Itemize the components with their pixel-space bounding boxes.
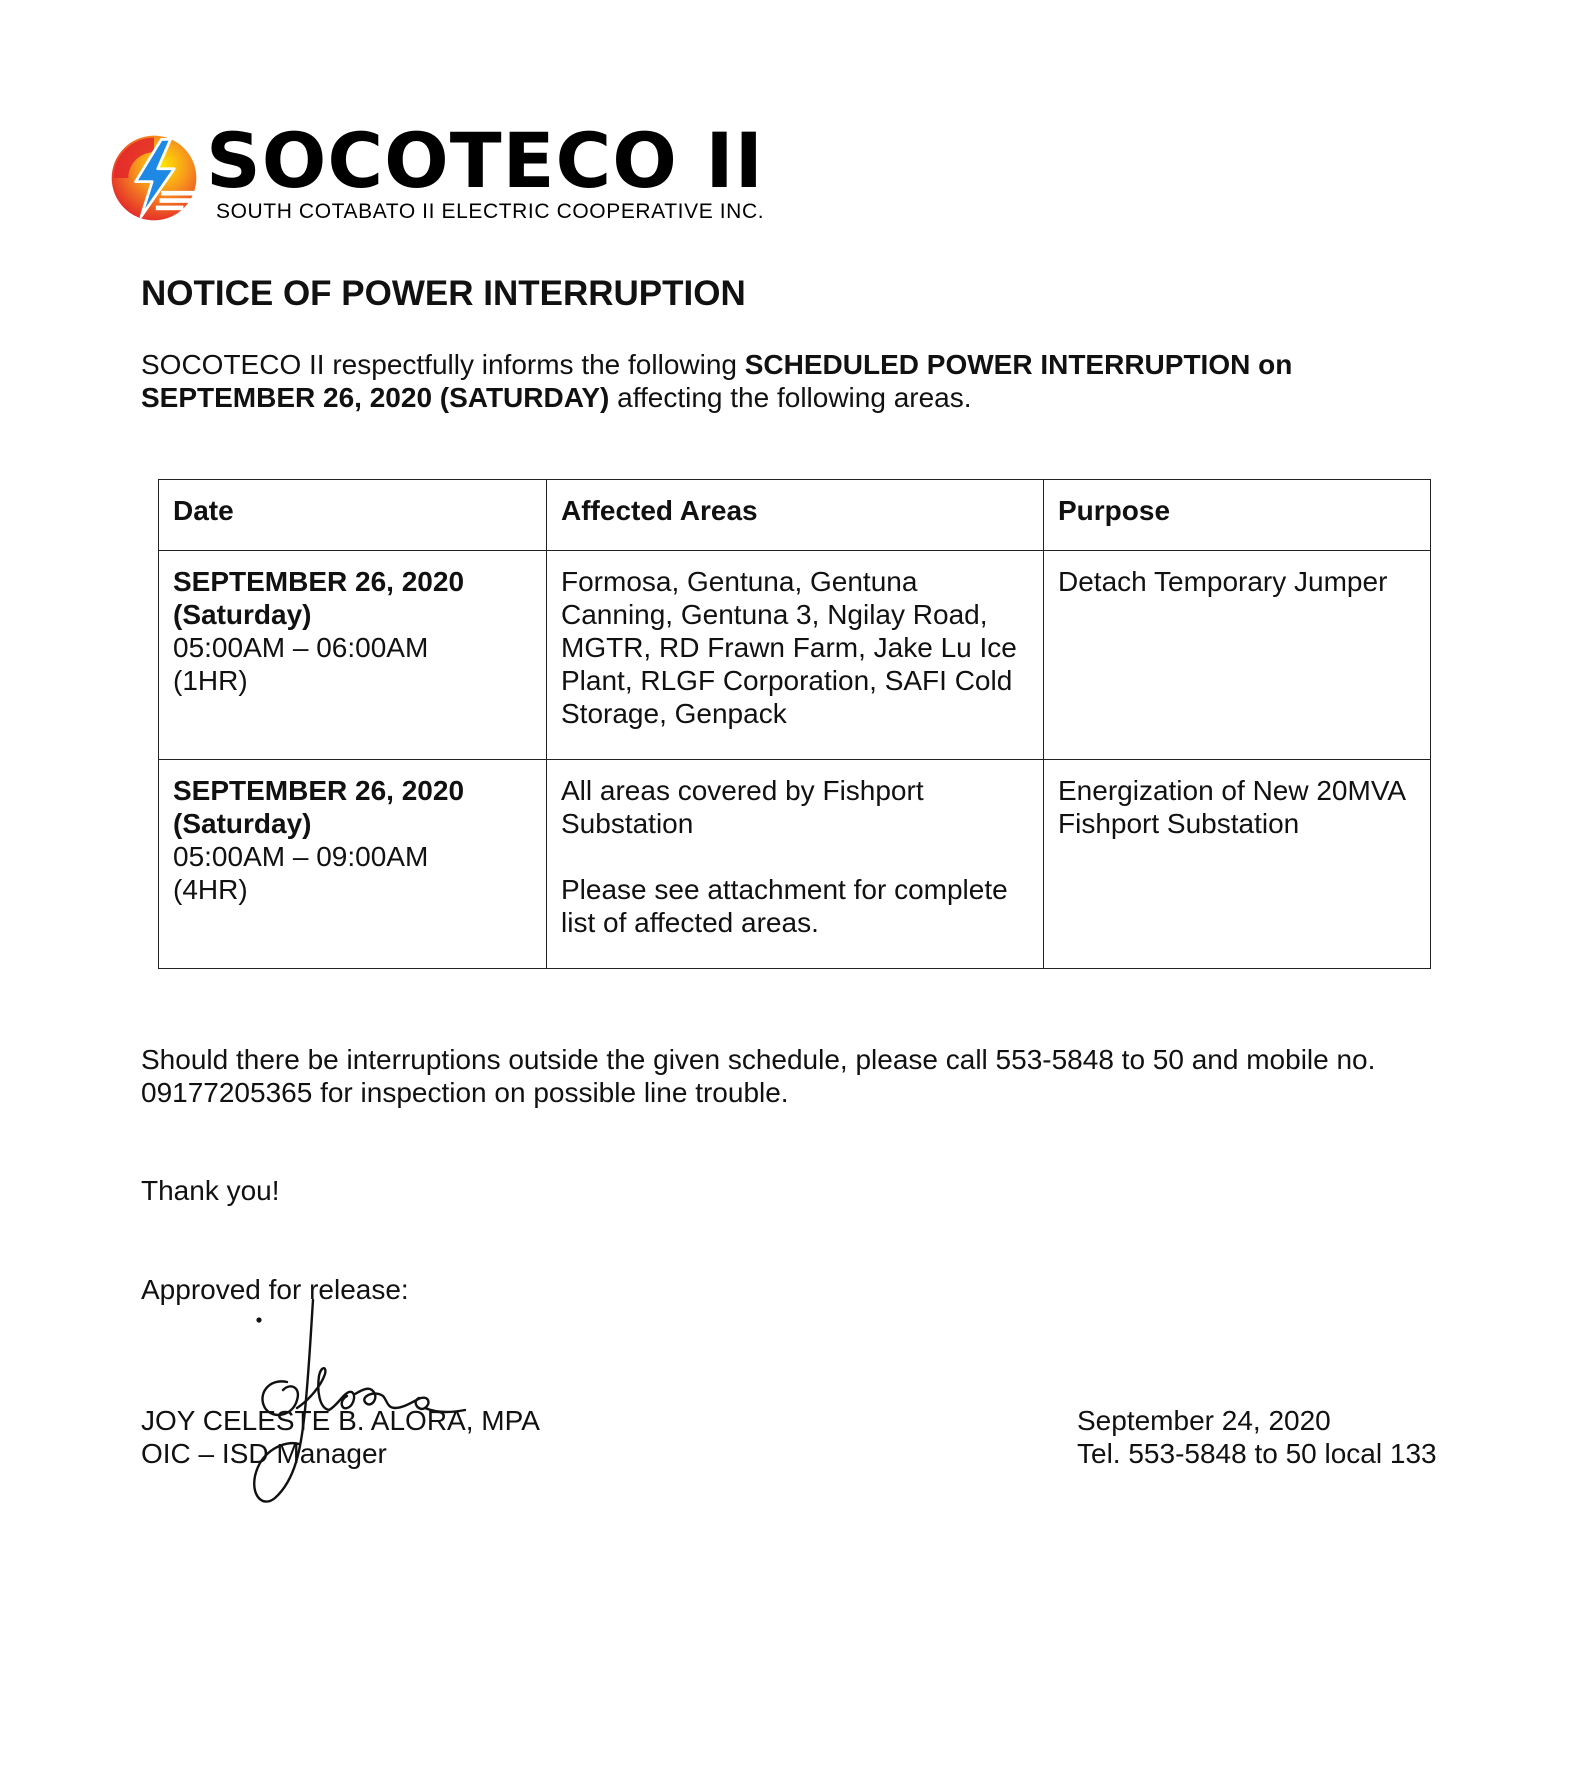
logo-wordmark: SOCOTECO II xyxy=(206,116,764,205)
release-date: September 24, 2020 xyxy=(1077,1405,1331,1436)
intro-prefix: SOCOTECO II respectfully informs the following xyxy=(141,349,745,380)
intro-suffix: affecting the following areas. xyxy=(609,382,972,413)
intro-paragraph xyxy=(141,348,1421,414)
row-date: SEPTEMBER 26, 2020 xyxy=(173,566,465,597)
telephone: Tel. 553-5848 to 50 local 133 xyxy=(1077,1438,1437,1469)
cell-date xyxy=(159,760,547,969)
signer-name: JOY CELESTE B. ALORA, MPA xyxy=(141,1405,540,1436)
date-tel-block xyxy=(1077,1404,1437,1470)
signer-title: OIC – ISD Manager xyxy=(141,1438,387,1469)
table-row xyxy=(159,760,1431,969)
cell-areas xyxy=(547,760,1044,969)
header-affected-areas: Affected Areas xyxy=(547,480,1044,551)
row-duration: (1HR) xyxy=(173,665,248,696)
row-areas-note: Please see attachment for complete list of affected areas. xyxy=(561,874,1008,938)
row-areas: Formosa, Gentuna, Gentuna Canning, Gentuna 3, Ngilay Road, MGTR, RD Frawn Farm, Jake Lu Ice Plant, RLGF Corporation, SAFI Cold Storage, Genpack xyxy=(561,566,1017,729)
cell-areas xyxy=(547,551,1044,760)
intro-bold-schedule: SCHEDULED POWER INTERRUPTION on xyxy=(744,349,1293,380)
logo xyxy=(108,116,788,230)
row-time: 05:00AM – 09:00AM xyxy=(173,841,429,872)
logo-subtitle: SOUTH COTABATO II ELECTRIC COOPERATIVE INC. xyxy=(216,200,765,223)
closing-text: Thank you! xyxy=(141,1175,280,1206)
header-date: Date xyxy=(159,480,547,551)
row-purpose: Energization of New 20MVA Fishport Substation xyxy=(1058,775,1405,839)
schedule-table xyxy=(158,479,1431,969)
row-time: 05:00AM – 06:00AM xyxy=(173,632,429,663)
notice-title: NOTICE OF POWER INTERRUPTION xyxy=(141,274,746,313)
cell-date xyxy=(159,551,547,760)
row-areas: All areas covered by Fishport Substation xyxy=(561,775,924,839)
cell-purpose xyxy=(1044,551,1431,760)
approval-label: Approved for release: xyxy=(141,1274,409,1305)
table-header-row xyxy=(159,480,1431,551)
row-purpose: Detach Temporary Jumper xyxy=(1058,566,1388,597)
row-date: SEPTEMBER 26, 2020 xyxy=(173,775,465,806)
cell-purpose xyxy=(1044,760,1431,969)
intro-bold-date: SEPTEMBER 26, 2020 (SATURDAY) xyxy=(141,382,610,413)
lightning-bolt-logo-icon xyxy=(108,132,200,224)
row-day: (Saturday) xyxy=(173,599,312,630)
contact-paragraph: Should there be interruptions outside the given schedule, please call 553-5848 to 50 and mobile no. 09177205365 for inspection on possible line trouble. xyxy=(141,1044,1376,1108)
signature-image xyxy=(225,1290,485,1510)
table-row xyxy=(159,551,1431,760)
row-day: (Saturday) xyxy=(173,808,312,839)
header-purpose: Purpose xyxy=(1044,480,1431,551)
row-duration: (4HR) xyxy=(173,874,248,905)
